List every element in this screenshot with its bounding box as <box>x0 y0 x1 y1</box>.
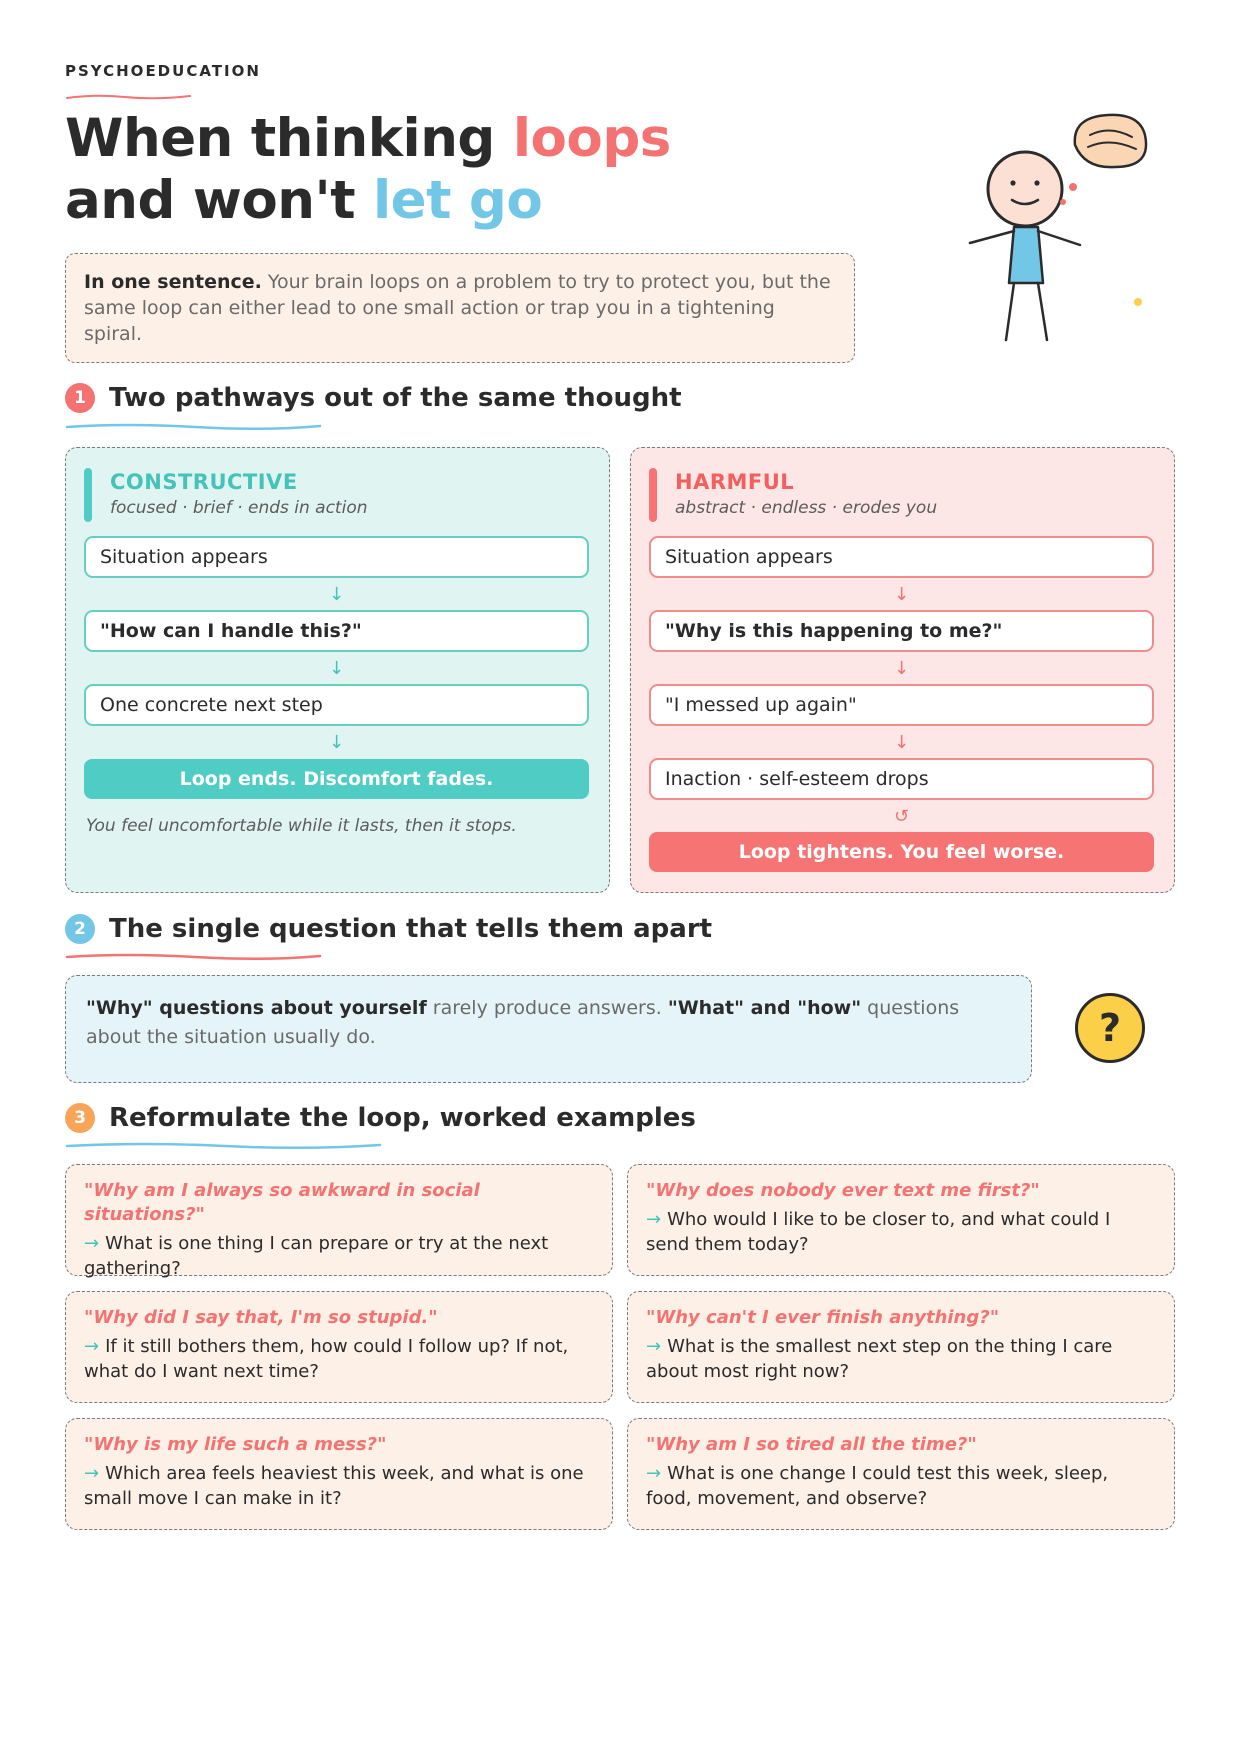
example-4-arrow: → <box>646 1336 662 1357</box>
summary-text: Your brain loops on a problem to try to protect you, but the same loop can either lead to one small action or trap you in a tightening spiral. <box>84 271 831 345</box>
example-4-question: "Why can't I ever finish anything?" <box>646 1307 1000 1328</box>
example-2-arrow: → <box>646 1209 662 1230</box>
harmful-step-2: "Why is this happening to me?" <box>649 610 1154 652</box>
example-6-arrow: → <box>646 1463 662 1484</box>
example-4-answer: What is the smallest next step on the thing I care about most right now? <box>646 1336 1113 1382</box>
example-3-arrow: → <box>84 1336 100 1357</box>
example-card-6 <box>627 1418 1175 1530</box>
section-1-underline <box>65 422 325 432</box>
harmful-arrow-2: ↓ <box>893 658 910 679</box>
question-text-2: questions about the situation usually do. <box>86 997 960 1048</box>
constructive-step-3: One concrete next step <box>84 684 589 726</box>
section-2-underline <box>65 952 325 962</box>
title-accent-let-go: let go <box>373 170 543 231</box>
eyebrow-underline <box>65 92 195 102</box>
example-5-question: "Why is my life such a mess?" <box>84 1434 387 1455</box>
question-bold-why: "Why" questions about yourself <box>86 997 427 1019</box>
harmful-step-3: "I messed up again" <box>649 684 1154 726</box>
constructive-title: CONSTRUCTIVE <box>110 470 298 494</box>
summary-box <box>65 253 855 363</box>
example-card-1 <box>65 1164 613 1279</box>
harmful-arrow-1: ↓ <box>893 584 910 605</box>
section-2-heading <box>65 914 712 944</box>
title-line1-text: When thinking <box>65 108 513 169</box>
constructive-result: Loop ends. Discomfort fades. <box>84 759 589 799</box>
section-3-title: Reformulate the loop, worked examples <box>109 1103 696 1133</box>
eyebrow-label: PSYCHOEDUCATION <box>65 62 261 80</box>
constructive-arrow-3: ↓ <box>328 732 345 753</box>
constructive-arrow-1: ↓ <box>328 584 345 605</box>
harmful-arrow-3: ↓ <box>893 732 910 753</box>
section-3-underline <box>65 1141 385 1151</box>
example-5-answer: Which area feels heaviest this week, and what is one small move I can make in it? <box>84 1463 584 1509</box>
title-line2-text: and won't <box>65 170 374 231</box>
example-card-2 <box>627 1164 1175 1276</box>
harmful-loop-arrow: ↺ <box>893 806 910 827</box>
example-card-3 <box>65 1291 613 1403</box>
harmful-accent-bar <box>649 468 657 522</box>
section-1-number: 1 <box>65 383 95 413</box>
example-6-question: "Why am I so tired all the time?" <box>646 1434 977 1455</box>
section-1-title: Two pathways out of the same thought <box>109 383 682 413</box>
constructive-note: You feel uncomfortable while it lasts, then it stops. <box>86 816 517 836</box>
example-card-5 <box>65 1418 613 1530</box>
example-1-question: "Why am I always so awkward in social situations?" <box>84 1180 480 1225</box>
question-text-1: rarely produce answers. <box>426 997 668 1019</box>
harmful-step-4: Inaction · self-esteem drops <box>649 758 1154 800</box>
example-6-answer: What is one change I could test this week, sleep, food, movement, and observe? <box>646 1463 1109 1509</box>
key-question-box <box>65 975 1032 1083</box>
constructive-panel <box>65 447 610 893</box>
section-2-title: The single question that tells them apart <box>109 914 713 944</box>
constructive-arrow-2: ↓ <box>328 658 345 679</box>
example-3-answer: If it still bothers them, how could I follow up? If not, what do I want next time? <box>84 1336 569 1382</box>
harmful-subtitle: abstract · endless · erodes you <box>675 498 938 518</box>
section-3-number: 3 <box>65 1103 95 1133</box>
question-mark-icon: ? <box>1075 993 1145 1063</box>
harmful-result: Loop tightens. You feel worse. <box>649 832 1154 872</box>
constructive-step-1: Situation appears <box>84 536 589 578</box>
harmful-panel <box>630 447 1175 893</box>
example-2-question: "Why does nobody ever text me first?" <box>646 1180 1040 1201</box>
harmful-title: HARMFUL <box>675 470 795 494</box>
section-1-heading <box>65 383 682 413</box>
section-2-number: 2 <box>65 914 95 944</box>
page-title <box>65 108 671 232</box>
section-3-heading <box>65 1103 696 1133</box>
constructive-subtitle: focused · brief · ends in action <box>110 498 368 518</box>
constructive-accent-bar <box>84 468 92 522</box>
example-5-arrow: → <box>84 1463 100 1484</box>
example-2-answer: Who would I like to be closer to, and what could I send them today? <box>646 1209 1111 1255</box>
example-card-4 <box>627 1291 1175 1403</box>
title-accent-loops: loops <box>512 108 671 169</box>
summary-lead: In one sentence. <box>84 271 262 293</box>
example-1-arrow: → <box>84 1233 100 1254</box>
example-1-answer: What is one thing I can prepare or try at the next gathering? <box>84 1233 549 1279</box>
harmful-step-1: Situation appears <box>649 536 1154 578</box>
question-bold-what-how: "What" and "how" <box>667 997 862 1019</box>
example-3-question: "Why did I say that, I'm so stupid." <box>84 1307 438 1328</box>
constructive-step-2: "How can I handle this?" <box>84 610 589 652</box>
stick-figure-illustration <box>960 105 1180 345</box>
